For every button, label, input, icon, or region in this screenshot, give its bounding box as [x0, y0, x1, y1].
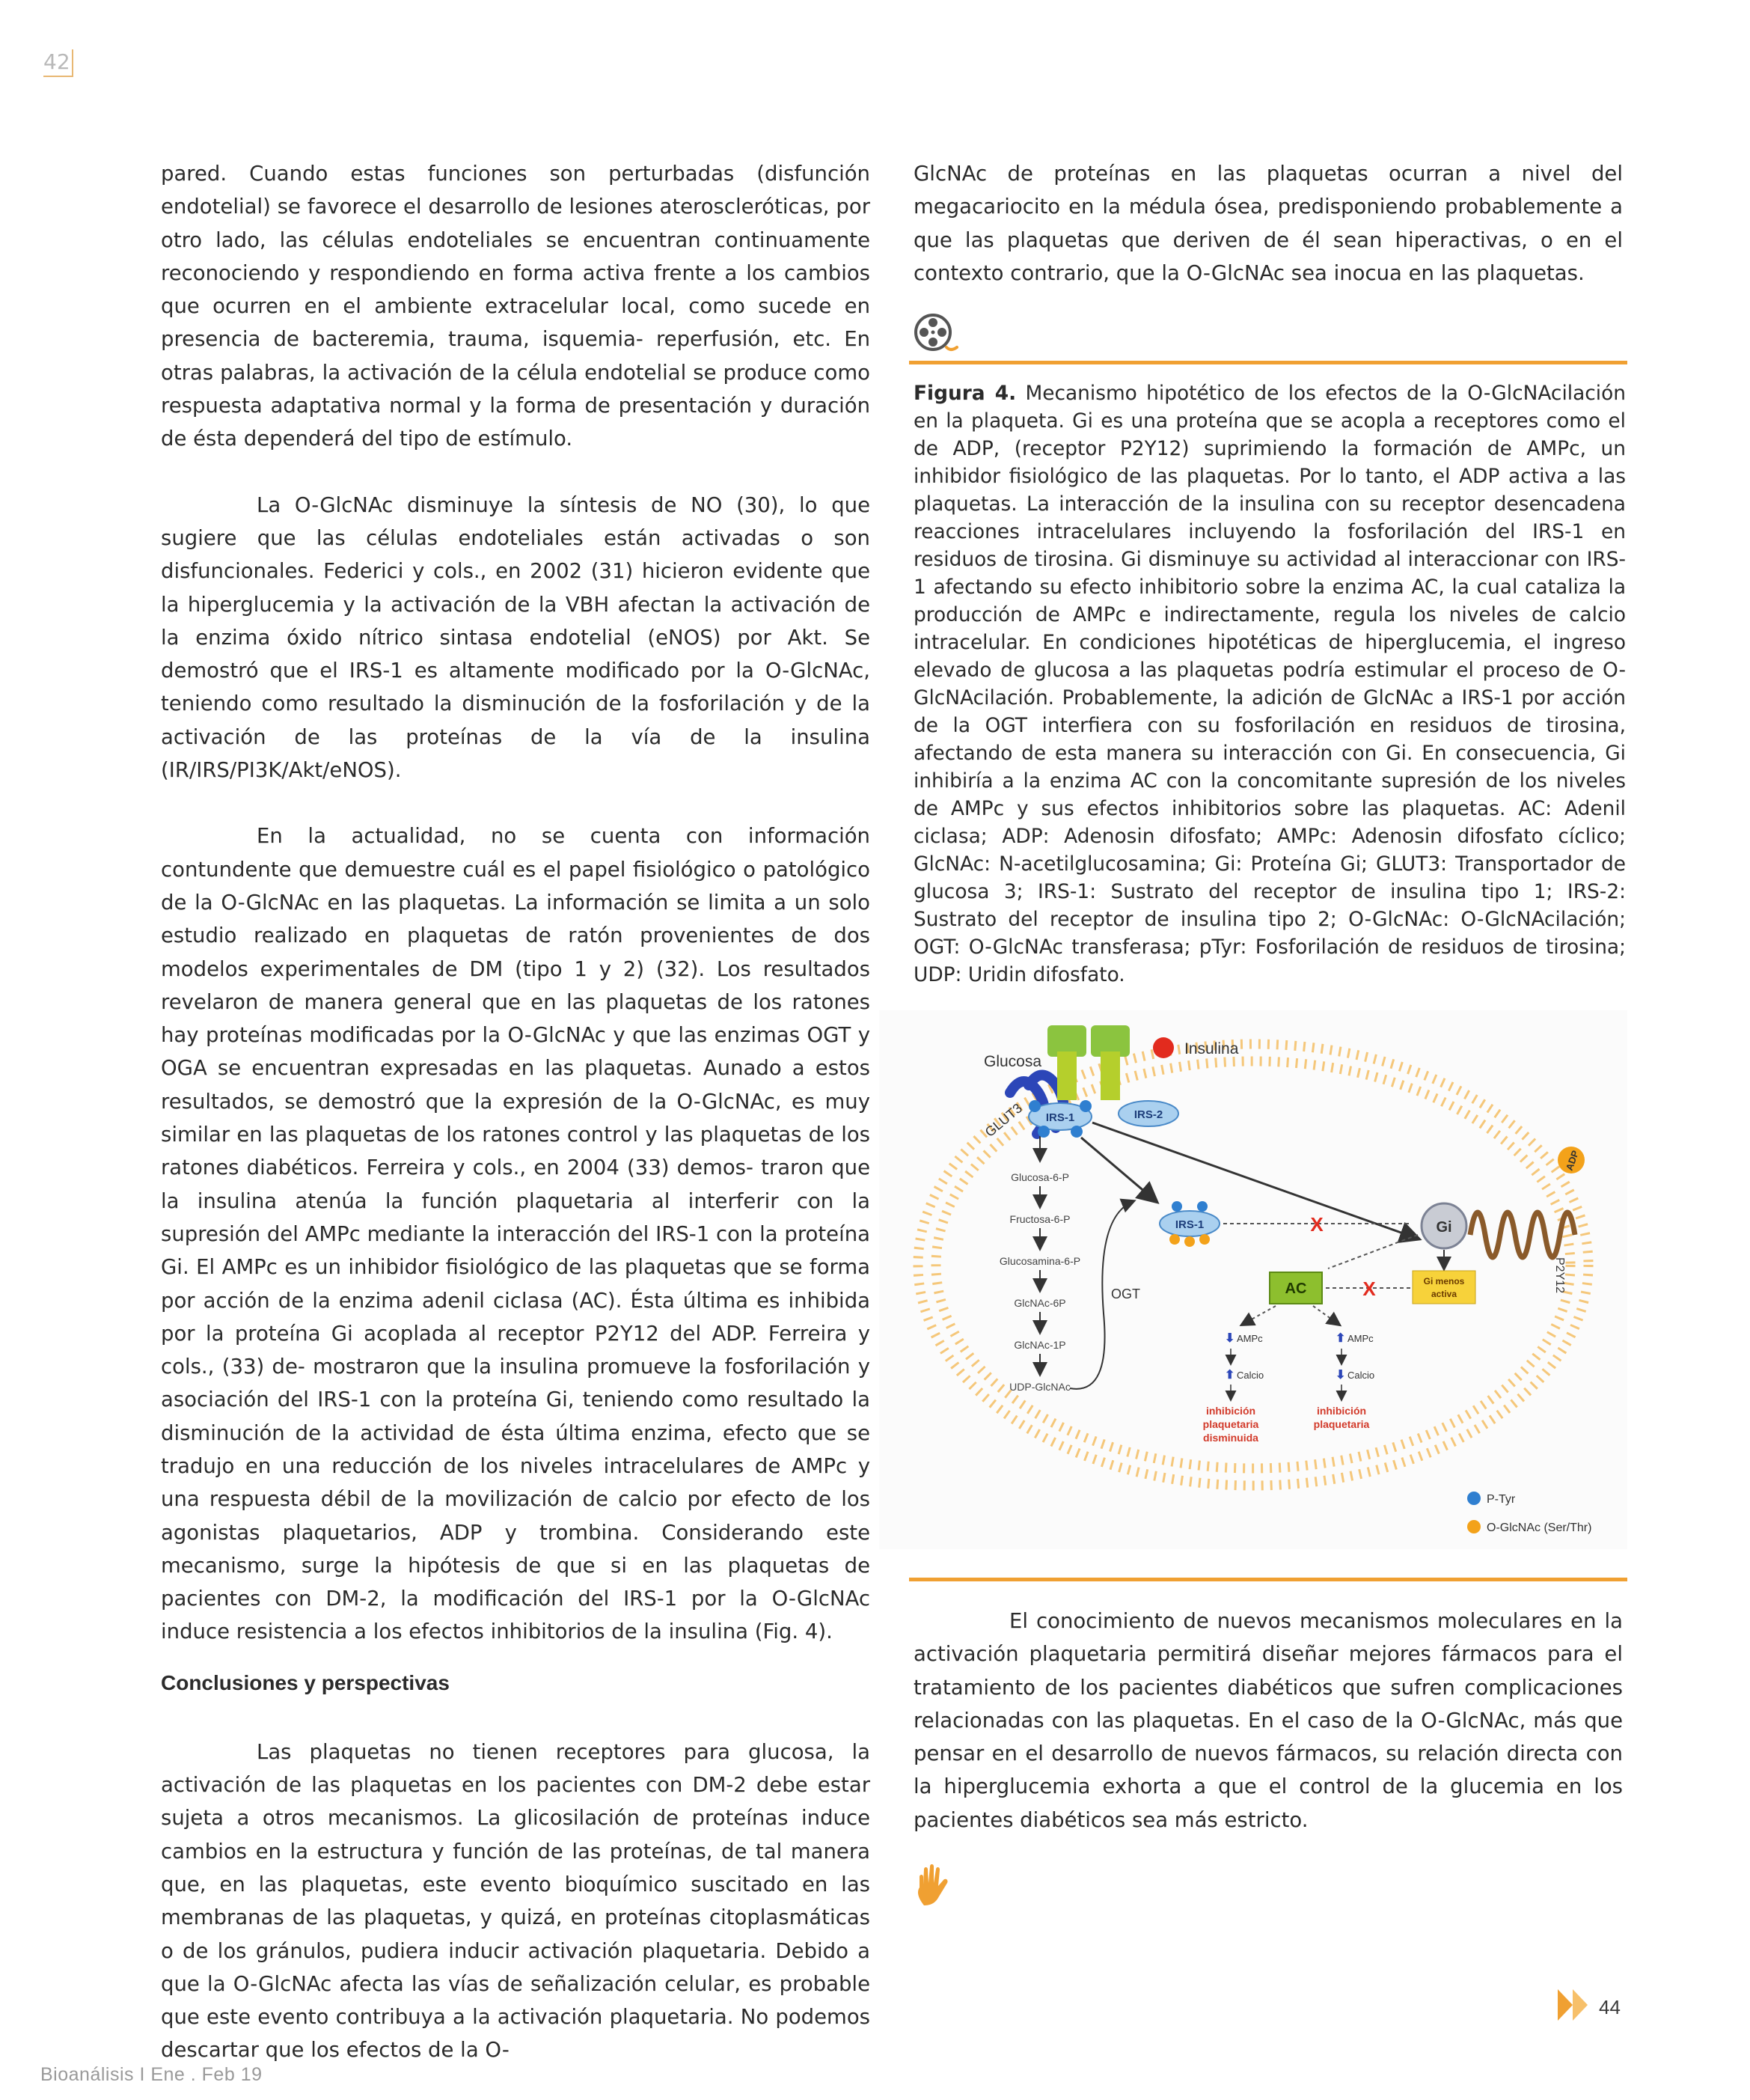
right-calcio-label: Calcio: [1347, 1370, 1375, 1381]
glucosa-label: Glucosa: [984, 1053, 1042, 1070]
figure-divider: [909, 1578, 1627, 1581]
right-result-line: inhibición: [1316, 1405, 1367, 1417]
section-heading: Conclusiones y perspectivas: [161, 1670, 450, 1694]
ptyr-dot: [1029, 1100, 1041, 1112]
left-result-line: inhibición: [1205, 1405, 1256, 1417]
ptyr-dot: [1038, 1126, 1050, 1138]
legend-ptyr-dot: [1467, 1492, 1481, 1505]
irs2-label: IRS-2: [1133, 1108, 1163, 1121]
oglcnac-dot: [1184, 1236, 1195, 1247]
glut3-label: GLUT3: [982, 1100, 1026, 1141]
figure-4-diagram: [879, 1010, 1627, 1549]
page-number-bottom: 44: [1599, 1996, 1621, 2018]
body-paragraph: El conocimiento de nuevos mecanismos moleculares en la activación plaquetaria permitirá diseñar mejores fármacos para el tratamiento de los pacientes diabéticos que sufren complicaciones relacionadas con las plaquetas. En el caso de la O-GlcNAc, más que pensar en el desarrollo de nuevos fármacos, su relación directa con la hiperglucemia exhorta a que el control de la glucemia en los pacientes diabéticos sea más estricto.: [914, 1609, 1623, 1832]
pathway-step: GlcNAc-1P: [1014, 1339, 1066, 1351]
right-ampc-label: AMPc: [1347, 1333, 1374, 1344]
adp-label: ADP: [1563, 1149, 1582, 1172]
irs1-top-label: IRS-1: [1045, 1111, 1075, 1124]
ptyr-dot: [1197, 1201, 1208, 1212]
oglcnac-dot: [1169, 1234, 1180, 1245]
right-result-line: plaquetaria: [1313, 1418, 1370, 1430]
ogt-label: OGT: [1111, 1286, 1140, 1301]
pathway-step: GlcNAc-6P: [1014, 1297, 1066, 1309]
legend-oglcnac-label: O-GlcNAc (Ser/Thr): [1487, 1521, 1592, 1534]
down-arrow-icon: ⬇: [1225, 1332, 1235, 1345]
gi-status-text: activa: [1431, 1289, 1457, 1299]
right-column-closing: [914, 1605, 1623, 1837]
oglcnac-dot: [1199, 1234, 1210, 1245]
gi-status-text: Gi menos: [1423, 1276, 1465, 1286]
pathway-step: UDP-GlcNAc: [1009, 1381, 1071, 1393]
figure-caption: [914, 379, 1626, 989]
page-number-top: 42: [43, 49, 73, 77]
p2y12-label: P2Y12: [1553, 1257, 1566, 1294]
pathway-step: Glucosa-6-P: [1011, 1171, 1069, 1183]
body-paragraph: La O-GlcNAc disminuye la síntesis de NO (30), lo que sugiere que las células endoteliales están activadas o son disfuncionales. Federici y cols., en 2002 (31) hicieron evidente que la hiperglucemia y la activación de la VBH afectan la activación de la enzima óxido nítrico sintasa endotelial (eNOS) por Akt. Se demostró que el IRS-1 es altamente modificado por la O-GlcNAc, teniendo como resultado la disminución de la fosforilación y de la activación de las proteínas de la vía de la insulina (IR/IRS/PI3K/Akt/eNOS).: [161, 492, 870, 783]
left-ampc-label: AMPc: [1237, 1333, 1263, 1344]
left-result-line: plaquetaria: [1202, 1418, 1259, 1430]
insulina-label: Insulina: [1184, 1040, 1239, 1057]
left-result-line: disminuida: [1203, 1432, 1258, 1444]
body-paragraph: pared. Cuando estas funciones son perturbadas (disfunción endotelial) se favorece el desarrollo de lesiones ateroscleróticas, por otro lado, las células endoteliales se encuentran continuamente reconociendo y respondiendo en forma activa frente a los cambios que ocurren en el ambiente extracelular local, como sucede en presencia de bacteremia, trauma, isquemia- reperfusión, etc. En otras palabras, la activación de la célula endotelial se produce como respuesta adaptativa normal y la forma de presentación y duración de ésta dependerá del tipo de estímulo.: [161, 162, 870, 451]
figure-label: Figura 4.: [914, 382, 1017, 405]
pathway-step: Fructosa-6-P: [1009, 1213, 1071, 1225]
ptyr-dot: [1071, 1126, 1083, 1138]
left-column: [161, 157, 870, 2067]
ptyr-dot: [1172, 1201, 1182, 1212]
hand-icon: [914, 1864, 952, 1907]
legend-oglcnac-dot: [1467, 1520, 1481, 1533]
left-calcio-label: Calcio: [1237, 1370, 1264, 1381]
up-arrow-icon: ⬆: [1225, 1369, 1235, 1382]
ac-label: AC: [1285, 1281, 1307, 1297]
legend-ptyr-label: P-Tyr: [1487, 1493, 1516, 1506]
body-paragraph: GlcNAc de proteínas en las plaquetas ocurran a nivel del megacariocito en la médula ósea, predisponiendo probablemente a que las plaquetas que deriven de él sean hiperactivas, o en el contexto contrario, que la O-GlcNAc sea inocua en las plaquetas.: [914, 162, 1623, 285]
body-paragraph: En la actualidad, no se cuenta con información contundente que demuestre cuál es el papel fisiológico o patológico de la O-GlcNAc en las plaquetas. La información se limita a un solo estudio realizado en plaquetas de ratón provenientes de dos modelos experimentales de DM (tipo 1 y 2) (32). Los resultados revelaron de manera general que en las plaquetas de los ratones hay proteínas modificadas por la O-GlcNAc y que las enzimas OGT y OGA se encuentran expresadas en las plaquetas. Aunado a estos resultados, se demostró que la expresión de la O-GlcNAc, es muy similar en las plaquetas de los ratones control y las plaquetas de los ratones diabéticos. Ferreira y cols., en 2004 (33) demos- traron que la insulina atenúa la función plaquetaria al interferir con la supresión del AMPc mediante la interacción del IRS-1 con la proteína Gi. El AMPc es un inhibidor fisiológico de las plaquetas que se forma por acción de la enzima adenil ciclasa (AC). Ésta última es inhibida por la proteína Gi acoplada al receptor P2Y12 del ADP. Ferreira y cols., (33) de- mostraron que la insulina promueve la fosforilación y asociación del IRS-1 con la proteína Gi, teniendo como resultado la disminución de la actividad de ésta última enzima, efecto que se tradujo en una reducción de los niveles intracelulares de AMPc y una respuesta débil de la movilización de calcio por efecto de los agonistas plaquetarios, ADP y trombina. Considerando este mecanismo, surge la hipótesis de que si en las plaquetas de pacientes con DM-2, la modificación del IRS-1 por la O-GlcNAc induce resistencia a los efectos inhibitorios de la insulina (Fig. 4).: [161, 824, 870, 1644]
figure-caption-text: Mecanismo hipotético de los efectos de la O-GlcNAcilación en la plaqueta. Gi es una proteína que se acopla a receptores como el de ADP, (receptor P2Y12) suprimiendo la formación de AMPc, un inhibidor fisiológico de las plaquetas. Por lo tanto, el ADP activa a las plaquetas. La interacción de la insulina con su receptor desencadena reacciones intracelulares incluyendo la fosforilación del IRS-1 en residuos de tirosina. Gi disminuye su actividad al interaccionar con IRS-1 afectando su efecto inhibitorio sobre la enzima AC, la cual cataliza la producción de AMPc e indirectamente, regula los niveles de calcio intracelular. En condiciones hipotéticas de hiperglucemia, el ingreso elevado de glucosa a las plaquetas podría estimular el proceso de O-GlcNAcilación. Probablemente, la adición de GlcNAc a IRS-1 por acción de la OGT interfiera con su fosforilación en residuos de tirosina, afectando de esta manera su interacción con Gi. En consecuencia, Gi inhibiría a la enzima AC con la concomitante supresión de los niveles de AMPc y sus efectos inhibitorios sobre las plaquetas. AC: Adenil ciclasa; ADP: Adenosin difosfato; AMPc: Adenosin difosfato cíclico; GlcNAc: N-acetilglucosamina; Gi: Proteína Gi; GLUT3: Transportador de glucosa 3; IRS-1: Sustrato del receptor de insulina tipo 1; IRS-2: Sustrato del receptor de insulina tipo 2; O-GlcNAc: O-GlcNAcilación; OGT: O-GlcNAc transferasa; pTyr: Fosforilación de residuos de tirosina; UDP: Uridin difosfato.: [914, 382, 1626, 986]
ptyr-dot: [1080, 1100, 1092, 1112]
next-page-arrow-icon: [1556, 1988, 1592, 2022]
journal-footer: Bioanálisis I Ene . Feb 19: [40, 2064, 263, 2085]
body-paragraph: Las plaquetas no tienen receptores para glucosa, la activación de las plaquetas en los pacientes con DM-2 debe estar sujeta a otros mecanismos. La glicosilación de proteínas induce cambios en la estructura y función de las proteínas, de tal manera que, en las plaquetas, este evento bioquímico suscitado en las membranas de las plaquetas, y quizá, en proteínas citoplasmáticas o de los gránulos, pudiera inducir activación plaquetaria. Debido a que la O-GlcNAc afecta las vías de señalización celular, es probable que este evento contribuya a la activación plaquetaria. No podemos descartar que los efectos de la O-: [161, 1739, 870, 2063]
insulin-icon: [1153, 1037, 1174, 1058]
caption-divider: [909, 361, 1627, 364]
x-mark: X: [1310, 1213, 1324, 1236]
right-column: [914, 157, 1623, 290]
down-arrow-icon: ⬇: [1336, 1369, 1346, 1382]
film-reel-icon: [914, 313, 961, 355]
gi-label: Gi: [1436, 1219, 1452, 1236]
pathway-step: Glucosamina-6-P: [999, 1255, 1081, 1267]
irs1-glyco-label: IRS-1: [1175, 1218, 1205, 1231]
x-mark: X: [1362, 1278, 1376, 1300]
up-arrow-icon: ⬆: [1336, 1332, 1346, 1345]
